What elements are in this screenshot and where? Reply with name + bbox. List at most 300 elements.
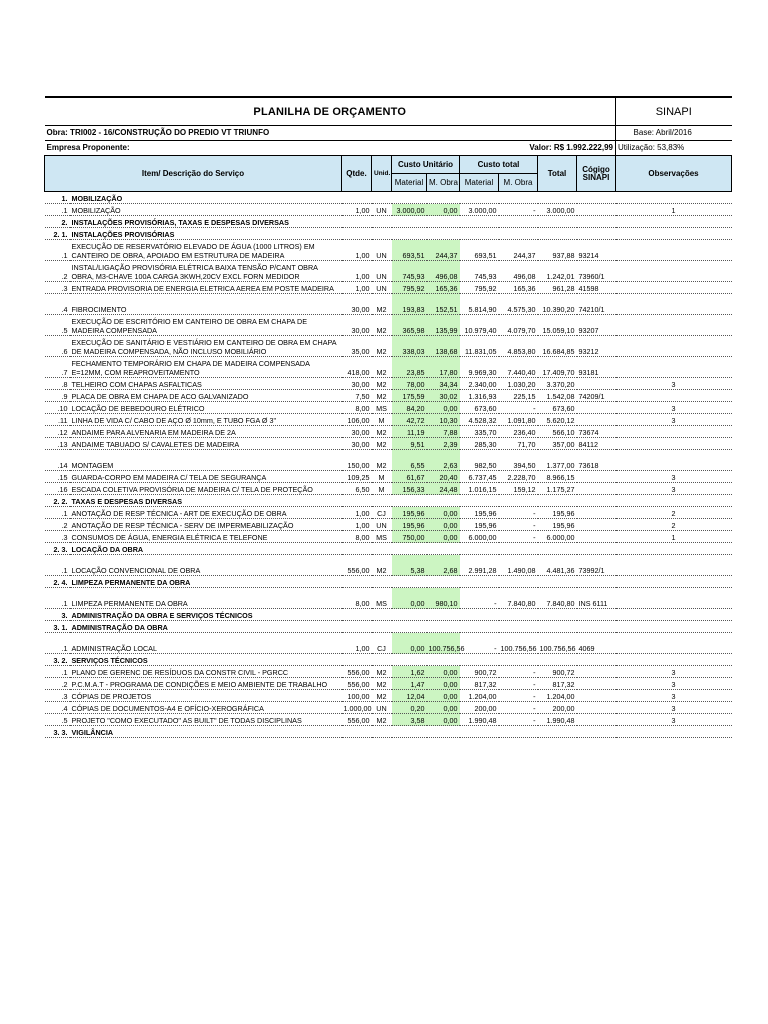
- valor-label: Valor: R$ 1.992.222,99: [460, 141, 616, 156]
- total-material: 195,96: [460, 507, 499, 519]
- table-row: [45, 450, 732, 471]
- unit-mobra: 17,80: [427, 357, 460, 378]
- total-material: 1.204,00: [460, 690, 499, 702]
- col-qtde: Qtde.: [342, 156, 372, 192]
- item-description: CÓPIAS DE DOCUMENTOS-A4 E OFÍCIO-XEROGRÁFICA: [70, 702, 342, 714]
- unit-material: 193,83: [392, 294, 427, 315]
- item-obs: 3: [616, 414, 732, 426]
- item-obs: 3: [616, 690, 732, 702]
- unit-material: 12,04: [392, 690, 427, 702]
- item-obs: 3: [616, 666, 732, 678]
- section-row: [45, 495, 732, 507]
- unit-mobra: 34,34: [427, 378, 460, 390]
- total-material: 900,72: [460, 666, 499, 678]
- section-row: [45, 726, 732, 738]
- item-qtde: 106,00: [342, 414, 372, 426]
- table-row: [45, 438, 732, 450]
- item-qtde: 556,00: [342, 678, 372, 690]
- sinapi-code: [577, 471, 616, 483]
- total-mobra: 225,15: [499, 390, 538, 402]
- section-title: TAXAS E DESPESAS DIVERSAS: [70, 495, 732, 507]
- sinapi-code: 4069: [577, 633, 616, 654]
- total-material: 9.969,30: [460, 357, 499, 378]
- item-obs: 3: [616, 678, 732, 690]
- total-mobra: -: [499, 204, 538, 216]
- table-row: [45, 702, 732, 714]
- unit-mobra: 0,00: [427, 714, 460, 726]
- col-sinapi-label: SINAPI: [582, 172, 610, 182]
- total-material: 285,30: [460, 438, 499, 450]
- unit-material: 11,19: [392, 426, 427, 438]
- item-description: P.C.M.A.T - PROGRAMA DE CONDIÇÕES E MEIO AMBIENTE DE TRABALHO: [70, 678, 342, 690]
- total-material: 817,32: [460, 678, 499, 690]
- table-row: [45, 336, 732, 357]
- unit-material: 745,93: [392, 261, 427, 282]
- unit-mobra: 0,00: [427, 678, 460, 690]
- table-row: [45, 678, 732, 690]
- total-material: 5.814,90: [460, 294, 499, 315]
- unit-material: 795,92: [392, 282, 427, 294]
- item-qtde: 418,00: [342, 357, 372, 378]
- item-number: .7: [45, 357, 70, 378]
- item-total: 3.000,00: [538, 204, 577, 216]
- item-unid: MS: [372, 531, 392, 543]
- table-row: [45, 519, 732, 531]
- total-material: 11.831,05: [460, 336, 499, 357]
- base-label: Base:: [633, 128, 655, 137]
- item-total: 6.000,00: [538, 531, 577, 543]
- item-obs: 1: [616, 531, 732, 543]
- table-row: [45, 690, 732, 702]
- table-row: [45, 633, 732, 654]
- sinapi-code: 74210/1: [577, 294, 616, 315]
- unit-mobra: 0,00: [427, 690, 460, 702]
- item-number: .3: [45, 690, 70, 702]
- item-total: 195,96: [538, 519, 577, 531]
- unit-mobra: 2,63: [427, 450, 460, 471]
- budget-sheet: [44, 96, 731, 738]
- unit-material: 5,38: [392, 555, 427, 576]
- item-unid: M2: [372, 714, 392, 726]
- item-unid: MS: [372, 402, 392, 414]
- total-mobra: 244,37: [499, 240, 538, 261]
- item-obs: 3: [616, 378, 732, 390]
- sinapi-code: [577, 678, 616, 690]
- empresa-label: Empresa Proponente:: [45, 141, 460, 156]
- unit-material: 3.000,00: [392, 204, 427, 216]
- unit-material: 693,51: [392, 240, 427, 261]
- item-number: .8: [45, 378, 70, 390]
- sinapi-code: 73992/1: [577, 555, 616, 576]
- unit-mobra: 0,00: [427, 702, 460, 714]
- item-qtde: 100,00: [342, 690, 372, 702]
- unit-material: 61,67: [392, 471, 427, 483]
- item-qtde: 30,00: [342, 378, 372, 390]
- budget-rows: [45, 192, 732, 738]
- total-material: 6.737,45: [460, 471, 499, 483]
- item-obs: 3: [616, 483, 732, 495]
- col-total: Total: [538, 156, 577, 192]
- total-mobra: -: [499, 678, 538, 690]
- total-material: 195,96: [460, 519, 499, 531]
- total-mobra: 159,12: [499, 483, 538, 495]
- unit-mobra: 980,10: [427, 588, 460, 609]
- sinapi-code: [577, 519, 616, 531]
- item-number: 2.: [45, 216, 70, 228]
- item-unid: M2: [372, 666, 392, 678]
- total-material: 1.990,48: [460, 714, 499, 726]
- col-unid: Unid.: [372, 156, 392, 192]
- item-obs: [616, 588, 732, 609]
- item-obs: [616, 261, 732, 282]
- item-description: CONSUMOS DE ÁGUA, ENERGIA ELÉTRICA E TELEFONE: [70, 531, 342, 543]
- item-description: ESCADA COLETIVA PROVISÓRIA DE MADEIRA C/ TELA DE PROTEÇÃO: [70, 483, 342, 495]
- item-number: .1: [45, 588, 70, 609]
- item-number: 2. 1.: [45, 228, 70, 240]
- item-total: 7.840,80: [538, 588, 577, 609]
- unit-mobra: 152,51: [427, 294, 460, 315]
- item-total: 10.390,20: [538, 294, 577, 315]
- item-unid: M2: [372, 450, 392, 471]
- item-total: 1.377,00: [538, 450, 577, 471]
- table-row: [45, 555, 732, 576]
- item-qtde: 8,00: [342, 531, 372, 543]
- item-description: LINHA DE VIDA C/ CABO DE AÇO Ø 10mm, E TUBO FGA Ø 3": [70, 414, 342, 426]
- sinapi-code: [577, 414, 616, 426]
- sinapi-code: 74209/1: [577, 390, 616, 402]
- item-unid: M2: [372, 294, 392, 315]
- unit-mobra: 30,02: [427, 390, 460, 402]
- item-number: .15: [45, 471, 70, 483]
- unit-material: 6,55: [392, 450, 427, 471]
- item-description: CÓPIAS DE PROJETOS: [70, 690, 342, 702]
- item-number: .1: [45, 204, 70, 216]
- sinapi-code: [577, 402, 616, 414]
- unit-material: 0,00: [392, 588, 427, 609]
- unit-material: 0,20: [392, 702, 427, 714]
- item-description: ANDAIME TABUADO S/ CAVALETES DE MADEIRA: [70, 438, 342, 450]
- item-total: 900,72: [538, 666, 577, 678]
- table-row: [45, 357, 732, 378]
- total-mobra: 4.575,30: [499, 294, 538, 315]
- col-unit-material: Material: [392, 174, 427, 192]
- item-qtde: 8,00: [342, 588, 372, 609]
- total-mobra: 236,40: [499, 426, 538, 438]
- unit-mobra: 0,00: [427, 204, 460, 216]
- total-mobra: 1.030,20: [499, 378, 538, 390]
- total-mobra: 71,70: [499, 438, 538, 450]
- section-title: SERVIÇOS TÉCNICOS: [70, 654, 732, 666]
- table-row: [45, 240, 732, 261]
- unit-material: 78,00: [392, 378, 427, 390]
- table-row: [45, 261, 732, 282]
- item-obs: [616, 555, 732, 576]
- unit-material: 23,85: [392, 357, 427, 378]
- item-total: 200,00: [538, 702, 577, 714]
- section-row: [45, 609, 732, 621]
- item-number: 2. 3.: [45, 543, 70, 555]
- item-obs: 3: [616, 702, 732, 714]
- section-title: LIMPEZA PERMANENTE DA OBRA: [70, 576, 732, 588]
- item-obs: [616, 438, 732, 450]
- section-row: [45, 654, 732, 666]
- col-item: Item/ Descrição do Serviço: [45, 156, 342, 192]
- item-unid: M2: [372, 426, 392, 438]
- item-total: 15.059,10: [538, 315, 577, 336]
- total-material: 673,60: [460, 402, 499, 414]
- item-number: .1: [45, 666, 70, 678]
- item-obs: [616, 426, 732, 438]
- item-total: 673,60: [538, 402, 577, 414]
- sinapi-code: 73618: [577, 450, 616, 471]
- item-qtde: 1,00: [342, 204, 372, 216]
- item-unid: M2: [372, 315, 392, 336]
- table-row: [45, 282, 732, 294]
- section-title: ADMINISTRAÇÃO DA OBRA: [70, 621, 732, 633]
- item-description: PROJETO "COMO EXECUTADO" AS BUILT" DE TODAS DISCIPLINAS: [70, 714, 342, 726]
- item-total: 8.966,15: [538, 471, 577, 483]
- item-total: 1.242,01: [538, 261, 577, 282]
- total-material: 1.316,93: [460, 390, 499, 402]
- item-total: 100.756,56: [538, 633, 577, 654]
- total-material: 2.340,00: [460, 378, 499, 390]
- item-description: TELHEIRO COM CHAPAS ASFALTICAS: [70, 378, 342, 390]
- item-obs: [616, 336, 732, 357]
- item-total: 3.370,20: [538, 378, 577, 390]
- item-obs: 2: [616, 519, 732, 531]
- total-mobra: -: [499, 714, 538, 726]
- total-mobra: 100.756,56: [499, 633, 538, 654]
- sinapi-code: [577, 483, 616, 495]
- sinapi-code: [577, 666, 616, 678]
- unit-mobra: 496,08: [427, 261, 460, 282]
- unit-material: 156,33: [392, 483, 427, 495]
- item-obs: [616, 450, 732, 471]
- item-total: 357,00: [538, 438, 577, 450]
- unit-mobra: 0,00: [427, 402, 460, 414]
- item-number: 3. 2.: [45, 654, 70, 666]
- sinapi-code: INS 6111: [577, 588, 616, 609]
- total-mobra: -: [499, 507, 538, 519]
- unit-material: 1,47: [392, 678, 427, 690]
- item-obs: [616, 282, 732, 294]
- item-number: .2: [45, 519, 70, 531]
- item-qtde: 556,00: [342, 714, 372, 726]
- unit-material: 338,03: [392, 336, 427, 357]
- item-number: .11: [45, 414, 70, 426]
- total-mobra: 4.853,80: [499, 336, 538, 357]
- item-unid: UN: [372, 204, 392, 216]
- item-description: MONTAGEM: [70, 450, 342, 471]
- total-material: 2.991,28: [460, 555, 499, 576]
- unit-material: 42,72: [392, 414, 427, 426]
- col-total-material: Material: [460, 174, 499, 192]
- unit-mobra: 24,48: [427, 483, 460, 495]
- item-description: INSTAL/LIGAÇÃO PROVISÓRIA ELÉTRICA BAIXA TENSÃO P/CANT OBRA OBRA, M3-CHAVE 100A CARGA 3KWH,20CV EXCL FORN MEDIDOR: [70, 261, 342, 282]
- item-number: .14: [45, 450, 70, 471]
- unit-mobra: 2,68: [427, 555, 460, 576]
- item-total: 817,32: [538, 678, 577, 690]
- sinapi-code: 93214: [577, 240, 616, 261]
- table-row: [45, 471, 732, 483]
- item-total: 1.542,08: [538, 390, 577, 402]
- total-material: -: [460, 588, 499, 609]
- item-unid: M2: [372, 336, 392, 357]
- sinapi-code: 93181: [577, 357, 616, 378]
- item-number: .5: [45, 714, 70, 726]
- item-unid: M2: [372, 438, 392, 450]
- total-mobra: 4.079,70: [499, 315, 538, 336]
- item-qtde: 30,00: [342, 438, 372, 450]
- item-description: LOCAÇÃO CONVENCIONAL DE OBRA: [70, 555, 342, 576]
- section-title: LOCAÇÃO DA OBRA: [70, 543, 732, 555]
- item-obs: 3: [616, 402, 732, 414]
- section-row: [45, 228, 732, 240]
- total-material: 10.979,40: [460, 315, 499, 336]
- section-row: [45, 216, 732, 228]
- section-title: INSTALAÇÕES PROVISÓRIAS: [70, 228, 732, 240]
- item-qtde: 30,00: [342, 294, 372, 315]
- sinapi-code: [577, 531, 616, 543]
- table-row: [45, 402, 732, 414]
- utilizacao-label: Utilização:: [618, 143, 655, 152]
- section-row: [45, 543, 732, 555]
- item-number: .12: [45, 426, 70, 438]
- total-mobra: 165,36: [499, 282, 538, 294]
- unit-material: 3,58: [392, 714, 427, 726]
- unit-mobra: 0,00: [427, 519, 460, 531]
- total-mobra: -: [499, 519, 538, 531]
- sinapi-code: 41598: [577, 282, 616, 294]
- item-number: .10: [45, 402, 70, 414]
- item-obs: [616, 294, 732, 315]
- item-qtde: 1,00: [342, 633, 372, 654]
- item-unid: UN: [372, 519, 392, 531]
- sinapi-code: 93212: [577, 336, 616, 357]
- unit-material: 9,51: [392, 438, 427, 450]
- item-unid: CJ: [372, 507, 392, 519]
- total-material: 3.000,00: [460, 204, 499, 216]
- table-row: [45, 390, 732, 402]
- sinapi-code: [577, 702, 616, 714]
- item-unid: M2: [372, 378, 392, 390]
- item-number: 3. 3.: [45, 726, 70, 738]
- item-qtde: 1,00: [342, 507, 372, 519]
- item-obs: 1: [616, 204, 732, 216]
- item-unid: UN: [372, 282, 392, 294]
- item-number: .4: [45, 702, 70, 714]
- item-qtde: 30,00: [342, 315, 372, 336]
- total-mobra: -: [499, 690, 538, 702]
- item-unid: UN: [372, 261, 392, 282]
- table-row: [45, 294, 732, 315]
- item-description: EXECUÇÃO DE RESERVATÓRIO ELEVADO DE ÁGUA (1000 LITROS) EM CANTEIRO DE OBRA, APOIADO EM ESTRUTURA DE MADEIRA: [70, 240, 342, 261]
- item-qtde: 30,00: [342, 426, 372, 438]
- unit-mobra: 244,37: [427, 240, 460, 261]
- col-custo-unitario: Custo Unitário: [392, 156, 460, 174]
- total-mobra: 1.091,80: [499, 414, 538, 426]
- base-cell: [616, 126, 732, 141]
- col-unit-mobra: M. Obra: [427, 174, 460, 192]
- total-material: 6.000,00: [460, 531, 499, 543]
- item-number: .5: [45, 315, 70, 336]
- item-number: .2: [45, 678, 70, 690]
- item-description: ENTRADA PROVISORIA DE ENERGIA ELETRICA AEREA EM POSTE MADEIRA: [70, 282, 342, 294]
- table-row: [45, 426, 732, 438]
- item-description: FECHAMENTO TEMPORÁRIO EM CHAPA DE MADEIRA COMPENSADA E=12MM, COM REAPROVEITAMENTO: [70, 357, 342, 378]
- item-unid: M2: [372, 390, 392, 402]
- item-unid: UN: [372, 702, 392, 714]
- item-unid: M2: [372, 678, 392, 690]
- table-row: [45, 315, 732, 336]
- total-mobra: 7.840,80: [499, 588, 538, 609]
- item-unid: M: [372, 483, 392, 495]
- sinapi-code: 73674: [577, 426, 616, 438]
- unit-mobra: 2,39: [427, 438, 460, 450]
- total-material: 4.528,32: [460, 414, 499, 426]
- table-row: [45, 483, 732, 495]
- item-number: .6: [45, 336, 70, 357]
- base-value: Abril/2016: [655, 128, 692, 137]
- item-unid: M2: [372, 690, 392, 702]
- sinapi-code: 73960/1: [577, 261, 616, 282]
- table-row: [45, 531, 732, 543]
- item-number: .1: [45, 633, 70, 654]
- item-obs: 3: [616, 471, 732, 483]
- unit-material: 195,96: [392, 519, 427, 531]
- item-qtde: 6,50: [342, 483, 372, 495]
- total-material: -: [460, 633, 499, 654]
- unit-mobra: 135,99: [427, 315, 460, 336]
- item-qtde: 1,00: [342, 282, 372, 294]
- total-mobra: -: [499, 666, 538, 678]
- total-material: 200,00: [460, 702, 499, 714]
- sinapi-code: [577, 714, 616, 726]
- unit-material: 84,20: [392, 402, 427, 414]
- source-label: SINAPI: [616, 97, 732, 126]
- section-title: INSTALAÇÕES PROVISÓRIAS, TAXAS E DESPESAS DIVERSAS: [70, 216, 732, 228]
- unit-material: 1,62: [392, 666, 427, 678]
- table-row: [45, 714, 732, 726]
- col-total-mobra: M. Obra: [499, 174, 538, 192]
- item-description: EXECUÇÃO DE SANITÁRIO E VESTIÁRIO EM CANTEIRO DE OBRA EM CHAPA DE MADEIRA COMPENSADA, NÃO INCLUSO MOBILIÁRIO: [70, 336, 342, 357]
- section-row: [45, 621, 732, 633]
- item-description: LIMPEZA PERMANENTE DA OBRA: [70, 588, 342, 609]
- total-material: 1.016,15: [460, 483, 499, 495]
- item-total: 4.481,36: [538, 555, 577, 576]
- section-row: [45, 576, 732, 588]
- item-description: ANOTAÇÃO DE RESP TÉCNICA - SERV DE IMPERMEABILIZAÇÃO: [70, 519, 342, 531]
- total-material: 795,92: [460, 282, 499, 294]
- item-number: 3.: [45, 609, 70, 621]
- total-mobra: 496,08: [499, 261, 538, 282]
- item-qtde: 35,00: [342, 336, 372, 357]
- item-obs: 2: [616, 507, 732, 519]
- total-mobra: 1.490,08: [499, 555, 538, 576]
- sinapi-code: [577, 507, 616, 519]
- section-row: [45, 192, 732, 204]
- utilizacao-cell: [616, 141, 732, 156]
- item-description: PLACA DE OBRA EM CHAPA DE ACO GALVANIZADO: [70, 390, 342, 402]
- item-total: 961,28: [538, 282, 577, 294]
- item-total: 566,10: [538, 426, 577, 438]
- table-row: [45, 666, 732, 678]
- item-description: LOCAÇÃO DE BEBEDOURO ELÉTRICO: [70, 402, 342, 414]
- col-codigo: [577, 156, 616, 192]
- item-number: 1.: [45, 192, 70, 204]
- unit-material: 365,98: [392, 315, 427, 336]
- budget-table: [44, 96, 732, 738]
